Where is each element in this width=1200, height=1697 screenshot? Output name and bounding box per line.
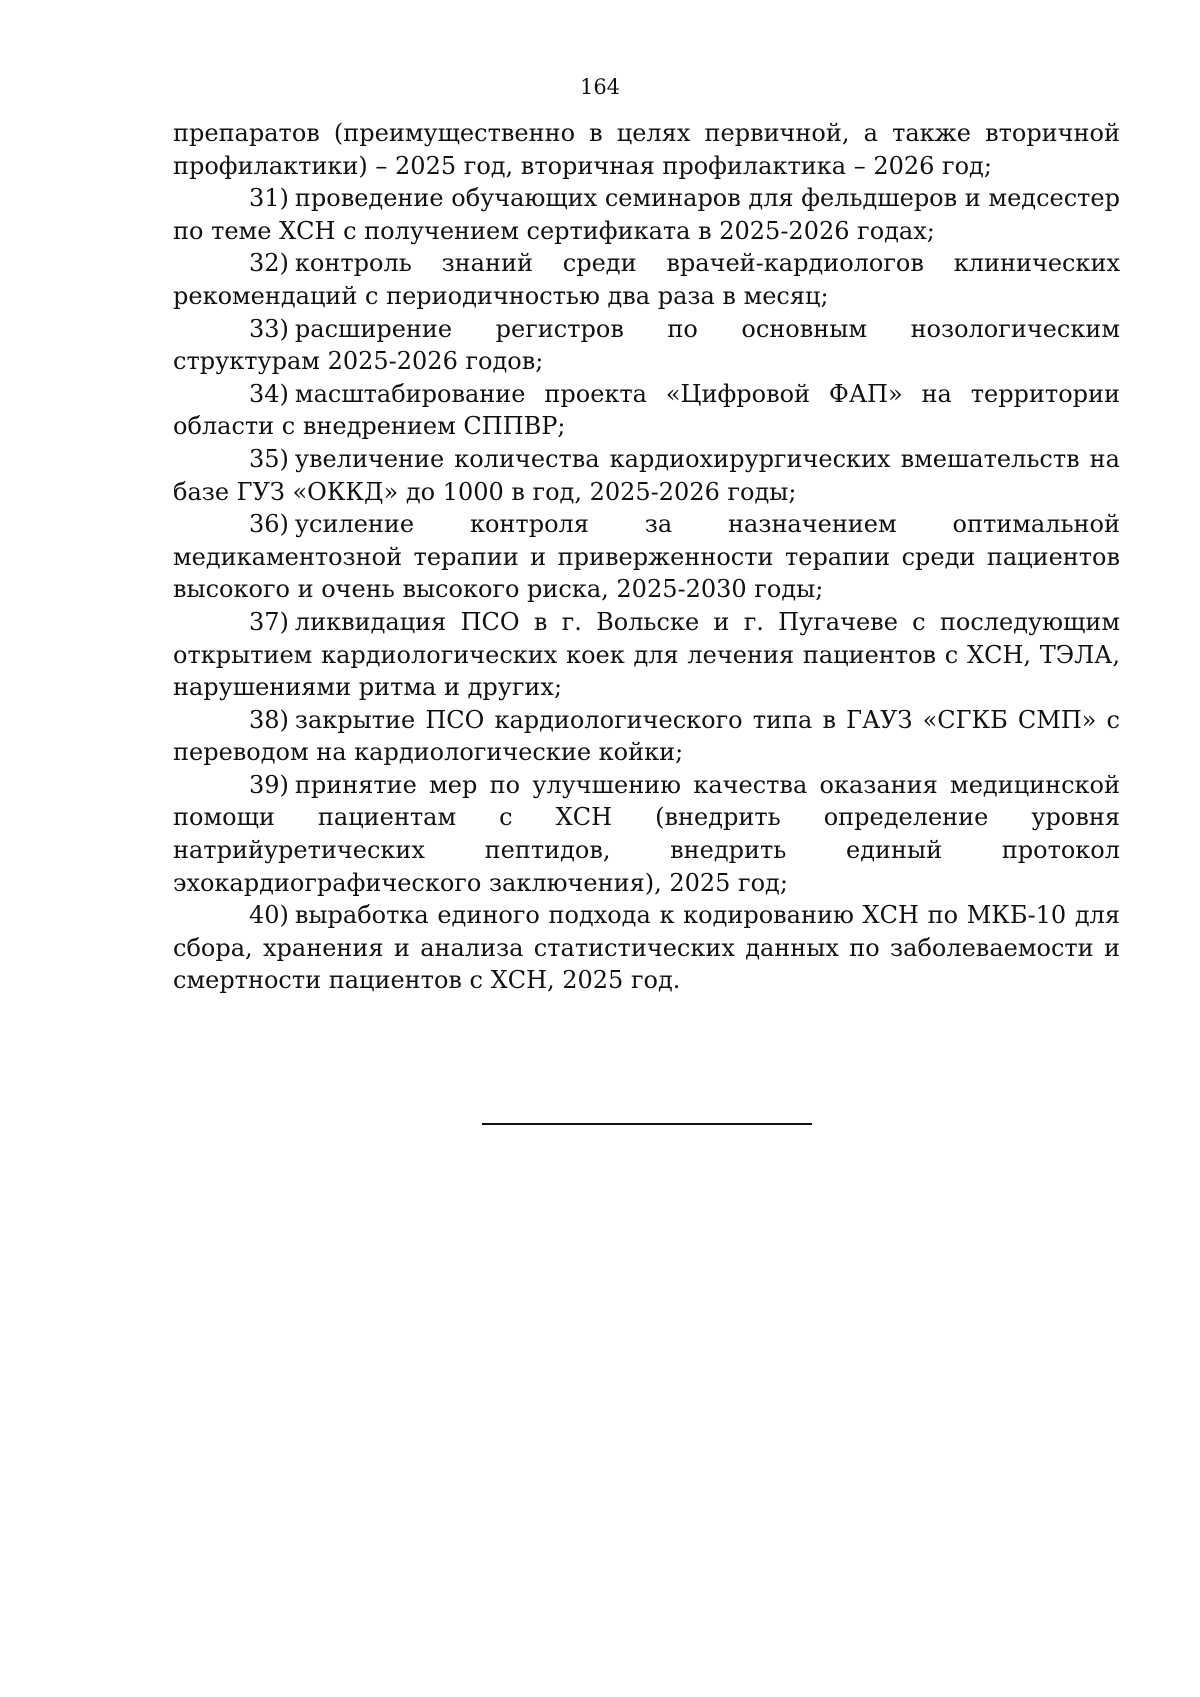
list-item-36 — [173, 508, 1120, 606]
list-item-34 — [173, 378, 1120, 443]
item-number: 34) — [249, 379, 289, 408]
item-text: проведение обучающих семинаров для фельдшеров и медсестер по теме ХСН с получением сертификата в 2025-2026 годах; — [173, 184, 1120, 245]
item-number: 31) — [249, 184, 289, 213]
item-text: закрытие ПСО кардиологического типа в ГАУЗ «СГКБ СМП» с переводом на кардиологические койки; — [173, 705, 1120, 767]
item-text: выработка единого подхода к кодированию ХСН по МКБ-10 для сбора, хранения и анализа статистических данных по заболеваемости и смертности пациентов с ХСН, 2025 год. — [173, 901, 1120, 995]
list-item-35 — [173, 443, 1120, 508]
list-item-38 — [173, 704, 1120, 769]
end-divider — [482, 1123, 812, 1125]
item-text: увеличение количества кардиохирургических вмешательств на базе ГУЗ «ОККД» до 1000 в год, 2025-2026 годы; — [173, 444, 1120, 506]
item-text: масштабирование проекта «Цифровой ФАП» на территории области с внедрением СППВР; — [173, 379, 1120, 441]
item-number: 40) — [249, 901, 289, 930]
item-text: ликвидация ПСО в г. Вольске и г. Пугачеве с последующим открытием кардиологических коек для лечения пациентов с ХСН, ТЭЛА, нарушениями ритма и других; — [173, 607, 1120, 702]
item-number: 37) — [249, 607, 289, 636]
item-number: 38) — [249, 705, 289, 734]
item-text: расширение регистров по основным нозологическим структурам 2025-2026 годов; — [173, 314, 1120, 376]
item-number: 39) — [249, 770, 289, 799]
document-body — [173, 117, 1120, 997]
item-number: 35) — [249, 444, 289, 473]
list-item-33 — [173, 313, 1120, 378]
item-number: 36) — [249, 510, 289, 539]
list-item-40 — [173, 899, 1120, 997]
page-number: 164 — [579, 75, 621, 99]
list-item-31 — [173, 182, 1120, 247]
item-number: 32) — [249, 249, 289, 278]
list-item-37 — [173, 606, 1120, 704]
item-text: усиление контроля за назначением оптимальной медикаментозной терапии и приверженности терапии среди пациентов высокого и очень высокого риска, 2025-2030 годы; — [173, 510, 1120, 604]
item-text: принятие мер по улучшению качества оказания медицинской помощи пациентам с ХСН (внедрить определение уровня натрийуретических пептидов, внедрить единый протокол эхокардиографического заключения), 2025 год; — [173, 770, 1120, 897]
list-item-32 — [173, 247, 1120, 312]
item-text: контроль знаний среди врачей-кардиологов клинических рекомендаций с периодичностью два раза в месяц; — [173, 249, 1120, 310]
continuation-paragraph: препаратов (преимущественно в целях первичной, а также вторичной профилактики) – 2025 год, вторичная профилактика – 2026 год; — [173, 119, 1120, 180]
list-item-39 — [173, 769, 1120, 899]
item-number: 33) — [249, 314, 289, 343]
